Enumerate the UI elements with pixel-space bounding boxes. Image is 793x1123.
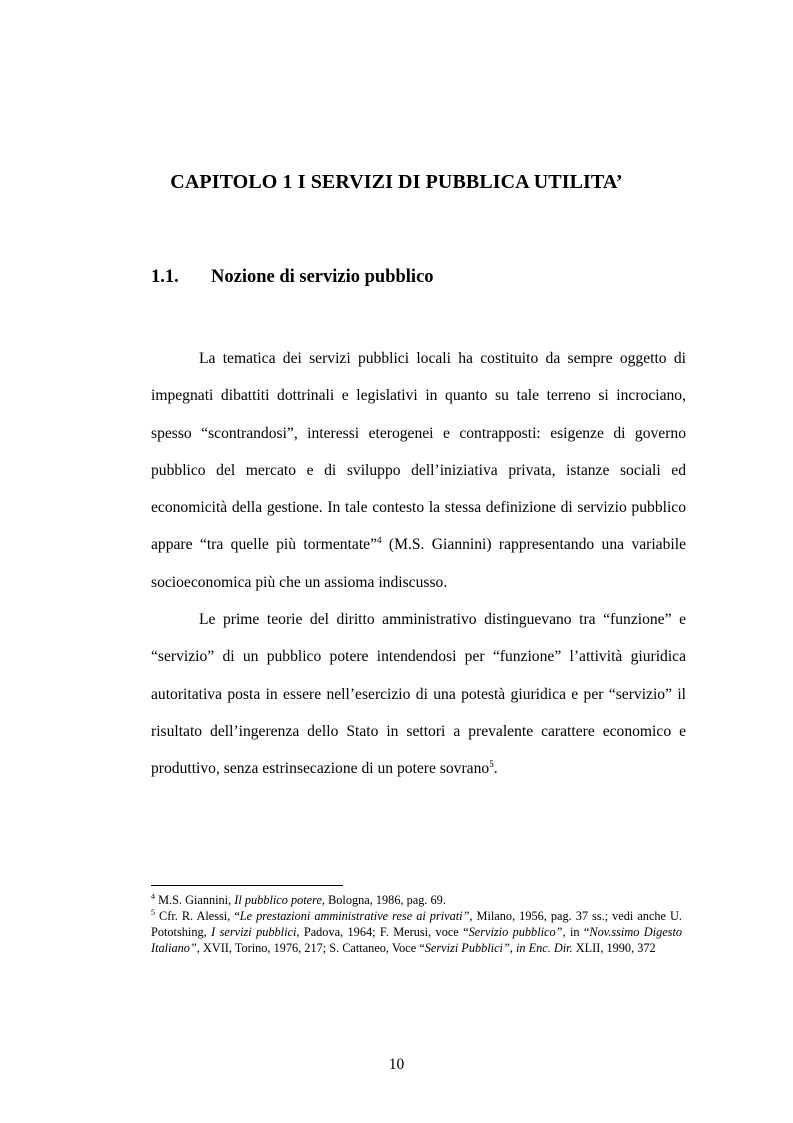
footnote-text: , Bologna, 1986, pag. 69. bbox=[321, 893, 446, 907]
footnote-text: Cfr. R. Alessi, “ bbox=[155, 909, 240, 923]
footnote-marker: 4 bbox=[151, 892, 155, 901]
footnote-ref-4[interactable]: 4 bbox=[377, 535, 382, 546]
footnote-work-title: Nov.ssimo Digesto Italiano” bbox=[151, 925, 683, 955]
footnote-text: in “ bbox=[565, 925, 590, 939]
footnote-text: , Milano, 1956, pag. 37 ss.; vedi anche U. Pototshing, bbox=[151, 909, 682, 939]
footnote-work-title: Le prestazioni amministrative rese ai privati” bbox=[239, 909, 470, 923]
footnote-marker: 5 bbox=[151, 908, 155, 917]
paragraph-2-text: Le prime teorie del diritto amministrativo distinguevano tra “funzione” e “servizio” di un pubblico potere intendendosi per “funzione” l’attività giuridica autoritativa posta in essere nell’esercizio di una potestà giuridica e per “servizio” il risultato dell’ingerenza dello Stato in settori a prevalente carattere economico e produttivo, senza estrinsecazione di un potere sovrano bbox=[151, 611, 686, 778]
section-number: 1.1. bbox=[151, 267, 179, 287]
page-number: 10 bbox=[388, 1056, 405, 1073]
footnote-work-title: Servizio pubblico”, bbox=[468, 925, 566, 939]
paragraph-1-text-cont: (M.S. Giannini) rappresentando una variabile socioeconomica più che un assioma indiscusso. bbox=[151, 536, 686, 591]
footnote-text: XLII, 1990, 372 bbox=[572, 941, 656, 955]
footnote-work-title: Servizi Pubblici”, in Enc. Dir. bbox=[424, 941, 573, 955]
body-text bbox=[151, 340, 686, 788]
footnote-text: M.S. Giannini, bbox=[155, 893, 235, 907]
section-heading bbox=[151, 267, 434, 288]
paragraph-2-text-cont: . bbox=[493, 760, 498, 778]
paragraph-1 bbox=[151, 340, 686, 601]
footnote-text: , Padova, 1964; F. Merusi, voce “ bbox=[296, 925, 469, 939]
footnote-text: , XVII, Torino, 1976, 217; S. Cattaneo, Voce “ bbox=[196, 941, 425, 955]
footnote-work-title: I servizi pubblici bbox=[211, 925, 297, 939]
footnote-divider bbox=[151, 885, 343, 886]
footnote-work-title: Il pubblico potere bbox=[234, 893, 322, 907]
footnote-4 bbox=[151, 892, 682, 908]
section-title: Nozione di servizio pubblico bbox=[211, 267, 434, 287]
paragraph-1-text: La tematica dei servizi pubblici locali ha costituito da sempre oggetto di impegnati dibattiti dottrinali e legislativi in quanto su tale terreno si incrociano, spesso “scontrandosi”, interessi eterogenei e contrapposti: esigenze di governo pubblico del mercato e di sviluppo dell’iniziativa privata, istanze sociali ed economicità della gestione. In tale contesto la stessa definizione di servizio pubblico appare “tra quelle più tormentate” bbox=[151, 350, 686, 554]
footnote-ref-5[interactable]: 5 bbox=[489, 759, 494, 770]
paragraph-2 bbox=[151, 601, 686, 787]
chapter-title: CAPITOLO 1 I SERVIZI DI PUBBLICA UTILITA’ bbox=[170, 171, 623, 193]
footnotes bbox=[151, 892, 682, 956]
footnote-5 bbox=[151, 908, 682, 956]
